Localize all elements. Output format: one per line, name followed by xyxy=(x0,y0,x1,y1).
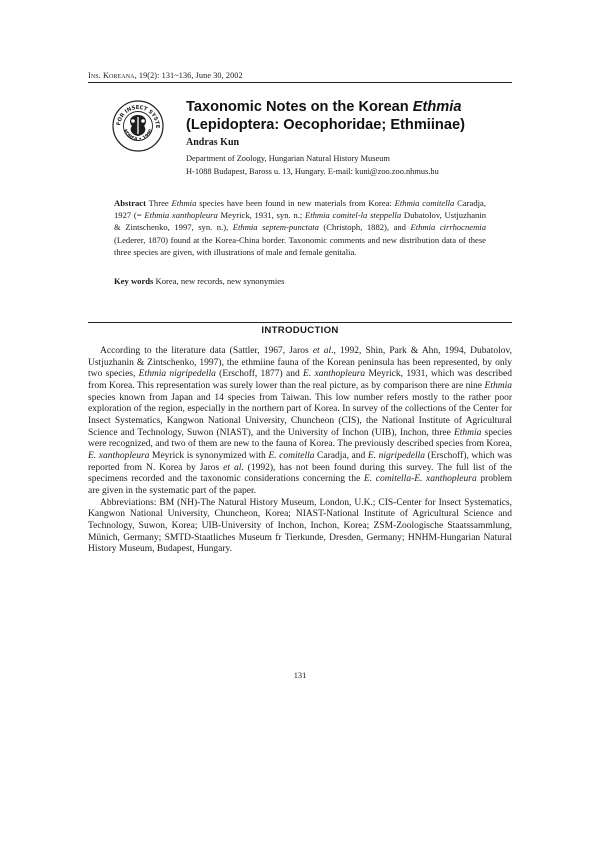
cis-logo xyxy=(112,100,164,152)
species-name: Ethmia cirrhocnemia xyxy=(410,222,486,233)
keywords xyxy=(114,276,486,286)
species-name: Ethmia xyxy=(171,198,197,208)
abstract-text: Three xyxy=(145,198,172,208)
intro-body xyxy=(88,346,512,556)
keywords-label: Key words xyxy=(114,276,154,286)
journal-citation: , 19(2): 131~136, June 30, 2002 xyxy=(134,71,243,80)
running-header xyxy=(88,71,243,80)
title-text: Taxonomic Notes on the Korean xyxy=(186,99,413,115)
abstract-text: (Lederer, 1870) found at the Korea-China border. Taxonomic comments and new distribution data of these three species are given, with illustrations of male and female genitalia. xyxy=(114,234,486,257)
abstract-text: Caradja, 1927 (= xyxy=(114,198,486,221)
species-name: E. comitella xyxy=(268,450,315,461)
species-name: E. xanthopleura xyxy=(88,450,150,461)
section-rule xyxy=(88,322,512,323)
species-name: Ethmia xyxy=(453,427,482,438)
body-text: According to the literature data (Sattler, 1967, Jaros xyxy=(100,346,313,356)
species-name: Ethmia nigripedella xyxy=(138,369,216,380)
body-text: problem are given in the systematic part of the paper. xyxy=(88,474,512,496)
title-line-1 xyxy=(186,98,516,116)
title-line-2: (Lepidoptera: Oecophoridae; Ethmiinae) xyxy=(186,117,465,133)
body-text: (Erschoff), which was reported from N. Korea by Jaros xyxy=(88,450,512,473)
species-name: Ethmia comitel-la steppella xyxy=(304,210,402,221)
body-text: species known from Japan and 14 species from Taiwan. This low number refers mostly to the rather poor exploration of the region, especially in the northern part of Korea. In survey of the collections of the Center for Insect Systematics, Kangwon National University, Chuncheon (CIS), the National Institute of Agricultural Science and Technology, Suwon (NIAST), and the University of Inchon (UIB), Inchon, three xyxy=(88,392,512,438)
abstract-text: Meyrick, 1931, syn. n.; xyxy=(217,210,305,221)
abstract-text: species have been found in new materials from Korea: xyxy=(196,198,395,208)
body-text: Caradja, and xyxy=(314,450,368,461)
cis-seal-icon xyxy=(112,100,164,152)
body-text: Meyrick, 1931, which was described from Korea. This representation was surely lower than the real picture, as by comparison there are nine xyxy=(88,369,512,391)
abstract-text: (Christoph, 1882), and xyxy=(318,222,411,233)
seal-bottom-text: KOREA • 1990 xyxy=(121,128,155,143)
species-name: Ethmia comitella xyxy=(394,198,455,208)
header-rule xyxy=(88,82,512,83)
species-name: Ethmia xanthopleura xyxy=(144,210,218,221)
species-name: E. comitella-E. xanthopleura xyxy=(363,474,477,485)
intro-paragraph-1 xyxy=(88,346,512,498)
intro-paragraph-2: Abbreviations: BM (NH)-The Natural History Museum, London, U.K.; CIS-Center for Insect Systematics, Kangwon National University, Chuncheon, Korea; NIAST-National Institute of Agricultural Science and Technology, Suwon, Korea; UIB-University of Inchon, Inchon, Korea; ZSM-Zoologische Staatssammlung, Münich, Germany; SMTD-Staatliches Museum fr Tierkunde, Dresden, Germany; HNHM-Hungarian Natural History Museum, Budapest, Hungary. xyxy=(88,497,512,555)
body-text: ., 1992, Shin, Park & Ahn, 1994, Dubatolov, Ustjuzhanin & Zintschenko, 1997), the ethmiine fauna of the Korean peninsula has been represented, by only two species, xyxy=(88,346,512,380)
species-name: Ethmia xyxy=(484,380,512,391)
body-text: Meyrick is synonymized with xyxy=(149,450,269,461)
affiliation xyxy=(186,153,439,178)
paper-title xyxy=(186,98,516,134)
species-name: E. xanthopleura xyxy=(303,369,366,380)
keywords-text: Korea, new records, new synonymies xyxy=(153,276,285,286)
body-text: species were recognized, and two of them are new to the fauna of Korea. The previously described species from Korea, xyxy=(88,427,512,450)
body-text: . (1992), has not been found during this survey. The full list of the specimens recorded and the taxonomic considerations concerning the xyxy=(88,462,512,485)
body-italic: et al xyxy=(223,462,242,473)
body-text: (Erschoff, 1877) and xyxy=(215,369,304,380)
title-genus: Ethmia xyxy=(412,99,462,115)
section-heading: INTRODUCTION xyxy=(261,325,339,336)
species-name: E. nigripedella xyxy=(367,450,426,461)
journal-name: Ins. Koreana xyxy=(88,71,135,80)
affiliation-line-2: H-1088 Budapest, Baross u. 13, Hungary. E-mail: kuni@zoo.zoo.nhmus.hu xyxy=(186,166,439,176)
seal-ring-text: FOR INSECT SYSTE xyxy=(116,104,161,129)
abstract-text: Dubatolov, Ustjuzhanin & Zintschenko, 1997, syn. n.), xyxy=(114,210,486,233)
page-number: 131 xyxy=(293,671,307,680)
body-italic: et al xyxy=(312,346,332,356)
abstract xyxy=(114,197,486,258)
species-name: Ethmia septem-punctata xyxy=(232,222,319,233)
author-name: Andras Kun xyxy=(186,137,240,148)
affiliation-line-1: Department of Zoology, Hungarian Natural History Museum xyxy=(186,154,390,163)
abstract-label: Abstract xyxy=(114,198,146,208)
